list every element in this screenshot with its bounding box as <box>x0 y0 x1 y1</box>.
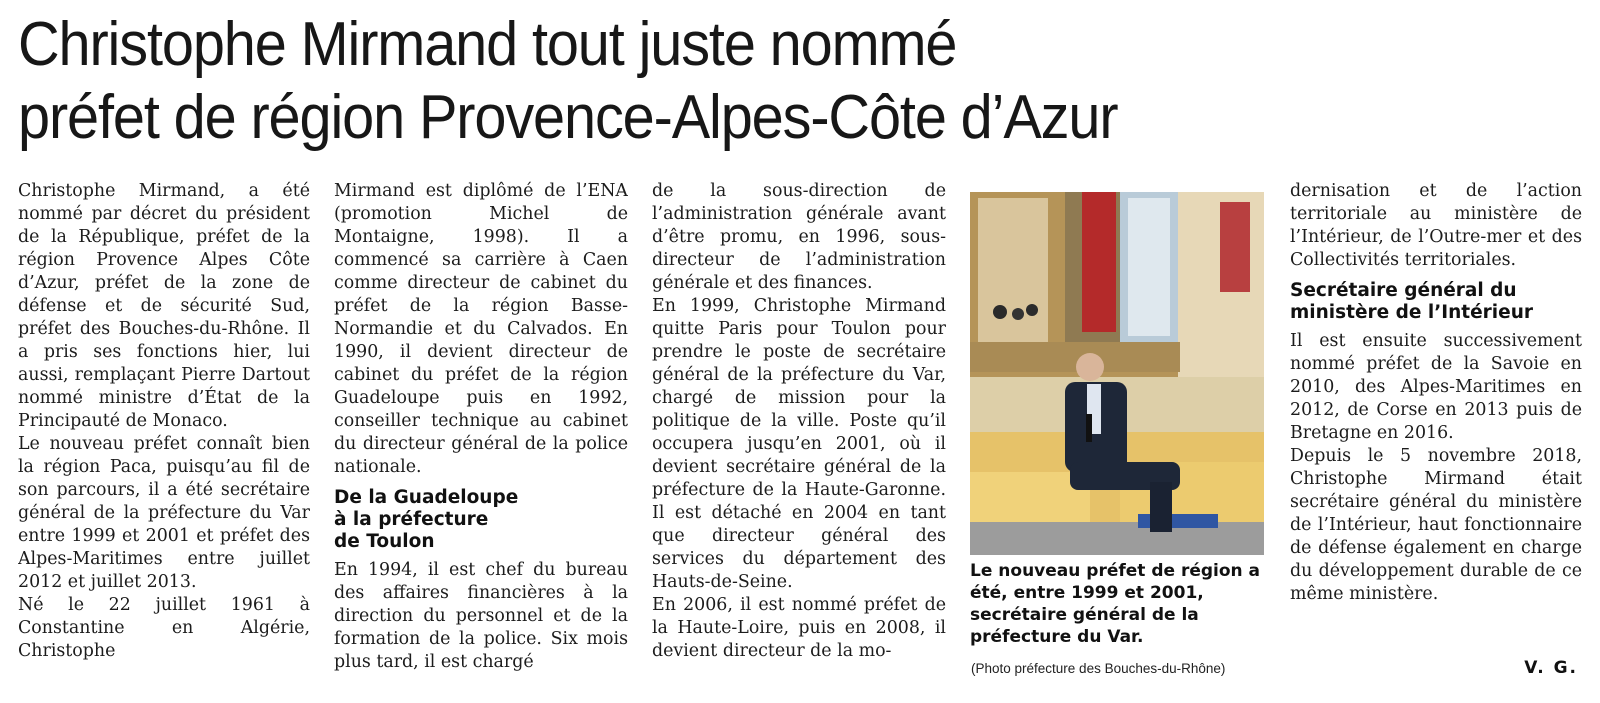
paragraph: Né le 22 juillet 1961 à Constantine en Algérie, Christophe <box>18 595 310 661</box>
article-photo <box>970 192 1264 555</box>
paragraph: Christophe Mirmand, a été nommé par décret du président de la République, préfet de la région Provence Alpes Côte d’Azur, préfet de la zone de défense et de sécurité Sud, préfet des Bouches-du-Rhône. Il a pris ses fonctions hier, lui aussi, remplaçant Pierre Dartout nommé ministre d’État de la Principauté de Monaco. <box>18 181 310 431</box>
column-5 <box>1290 180 1582 680</box>
photo-caption <box>970 560 1270 648</box>
subheading-line: ministère de l’Intérieur <box>1290 302 1533 323</box>
subheading-line: à la préfecture <box>334 509 489 530</box>
paragraph: Depuis le 5 novembre 2018, Christophe Mirmand était secrétaire général du ministère de l’Intérieur, haut fonctionnaire de défense également en charge du développement durable de ce même ministère. <box>1290 446 1582 604</box>
headline <box>18 8 1478 154</box>
column-2 <box>334 180 628 680</box>
photo-illustration <box>970 192 1264 555</box>
subheading <box>1290 280 1582 324</box>
paragraph: Le nouveau préfet connaît bien la région Paca, puisqu’au fil de son parcours, il a été secrétaire général de la préfecture du Var entre 1999 et 2001 et préfet des Alpes-Maritimes entre juillet 2012 et juillet 2013. <box>18 434 310 592</box>
paragraph: En 1994, il est chef du bureau des affaires financières à la direction du personnel et de la formation de la police. Six mois plus tard, il est chargé <box>334 560 628 672</box>
column-3 <box>652 180 946 680</box>
subheading-line: Secrétaire général du <box>1290 280 1517 301</box>
author-signature: V. G. <box>1524 658 1578 678</box>
paragraph: En 2006, il est nommé préfet de la Haute-Loire, puis en 2008, il devient directeur de la mo- <box>652 595 946 661</box>
paragraph: de la sous-direction de l’administration générale avant d’être promu, en 1996, sous-directeur de l’administration générale et des finances. <box>652 181 946 293</box>
column-1 <box>18 180 310 680</box>
subheading-line: de Toulon <box>334 531 435 552</box>
paragraph: dernisation et de l’action territoriale au ministère de l’Intérieur, de l’Outre-mer et des Collectivités territoriales. <box>1290 181 1582 270</box>
headline-line-1: Christophe Mirmand tout juste nommé <box>18 10 957 79</box>
paragraph: Il est ensuite successivement nommé préfet de la Savoie en 2010, des Alpes-Maritimes en 2012, de Corse en 2013 puis de Bretagne en 2016. <box>1290 331 1582 443</box>
paragraph: En 1999, Christophe Mirmand quitte Paris pour Toulon pour prendre le poste de secrétaire général de la préfecture du Var, chargé de mission pour la politique de la ville. Poste qu’il occupera jusqu’en 2001, où il devient secrétaire général de la préfecture de la Haute-Garonne. Il est détaché en 2004 en tant que directeur général des services du département des Hauts-de-Seine. <box>652 296 946 592</box>
headline-line-2: préfet de région Provence-Alpes-Côte d’Azur <box>18 83 1118 152</box>
caption-text: Le nouveau préfet de région a été, entre 1999 et 2001, secrétaire général de la préfecture du Var. <box>970 561 1261 647</box>
photo-credit: (Photo préfecture des Bouches-du-Rhône) <box>971 661 1226 676</box>
paragraph: Mirmand est diplômé de l’ENA (promotion Michel de Montaigne, 1998). Il a commencé sa carrière à Caen comme directeur de cabinet du préfet de la région Basse-Normandie et du Calvados. En 1990, il devient directeur de cabinet du préfet de la région Guadeloupe puis en 1992, conseiller technique au cabinet du directeur général de la police nationale. <box>334 181 628 477</box>
subheading <box>334 487 628 553</box>
subheading-line: De la Guadeloupe <box>334 487 519 508</box>
